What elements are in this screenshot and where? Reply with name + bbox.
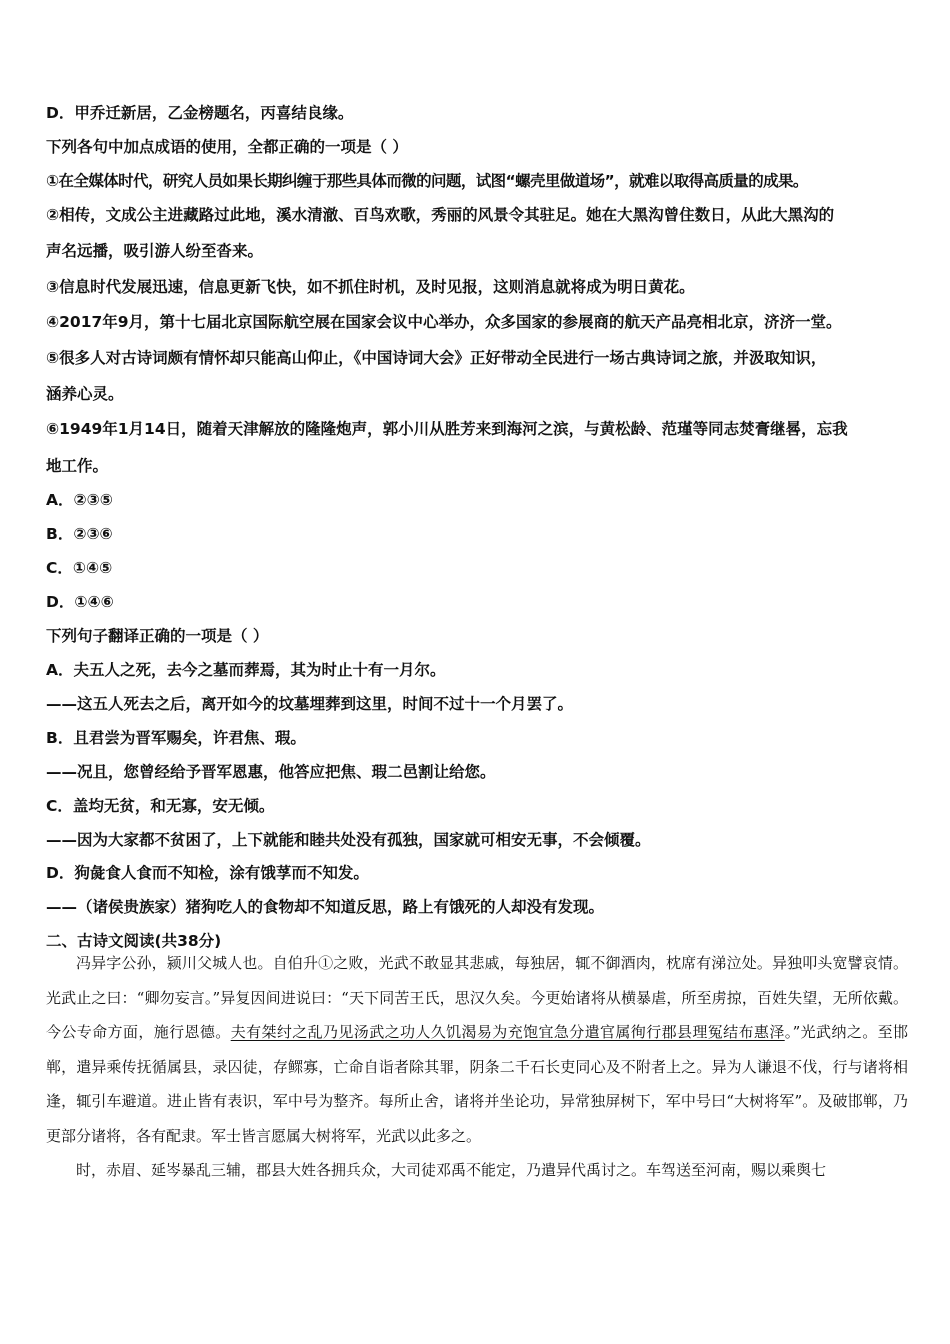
idiom-sentence-5-cont: 涵养心灵。 <box>46 385 124 403</box>
idiom-sentence-3: ③信息时代发展迅速，信息更新飞快，如不抓住时机，及时见报，这则消息就将成为明日黄花。 <box>46 278 695 296</box>
translate-option-c: C．盖均无贫，和无寡，安无倾。 <box>46 797 275 815</box>
idiom-option-b: B．②③⑥ <box>46 525 113 543</box>
passage-paragraph-2: 时，赤眉、延岑暴乱三辅，郡县大姓各拥兵众，大司徒邓禹不能定，乃遣异代禹讨之。车驾送至河南，赐以乘舆七 <box>76 1161 827 1179</box>
translate-option-d: D．狗彘食人食而不知检，涂有饿莩而不知发。 <box>46 864 369 882</box>
idiom-sentence-5: ⑤很多人对古诗词颇有情怀却只能高山仰止，《中国诗词大会》正好带动全民进行一场古典诗词之旅，并汲取知识， <box>46 349 827 367</box>
translate-question-stem: 下列句子翻译正确的一项是（ ） <box>46 627 269 645</box>
passage-paragraph-1 <box>46 946 908 1153</box>
idiom-question-stem: 下列各句中加点成语的使用，全都正确的一项是（ ） <box>46 138 408 156</box>
idiom-option-d: D．①④⑥ <box>46 593 114 611</box>
idiom-option-c: C．①④⑤ <box>46 559 113 577</box>
section-heading: 二、古诗文阅读(共38分) <box>46 932 222 950</box>
idiom-option-a: A．②③⑤ <box>46 491 113 509</box>
idiom-sentence-6: ⑥1949年1月14日，随着天津解放的隆隆炮声，郭小川从胜芳来到海河之滨，与黄松龄、范瑾等同志焚膏继晷，忘我 <box>46 420 848 438</box>
translate-option-c-translation: ——因为大家都不贫困了，上下就能和睦共处没有孤独，国家就可相安无事，不会倾覆。 <box>46 831 651 849</box>
translate-option-b: B．且君尝为晋军赐矣，许君焦、瑕。 <box>46 729 306 747</box>
idiom-sentence-4: ④2017年9月，第十七届北京国际航空展在国家会议中心举办，众多国家的参展商的航天产品亮相北京，济济一堂。 <box>46 313 842 331</box>
idiom-sentence-2: ②相传，文成公主进藏路过此地，溪水清澈、百鸟欢歌，秀丽的风景令其驻足。她在大黑沟曾住数日，从此大黑沟的 <box>46 206 835 224</box>
idiom-sentence-6-cont: 地工作。 <box>46 457 109 475</box>
passage-text: 冯异字公孙，颍川父城人也。自伯升①之败，光武不敢显其悲戚，每独居，辄不御酒肉，枕席有涕泣处。异独叩头宽譬哀情。光武止之曰：“卿勿妄言。”异复因间进说曰：“天下同苦王氏，思汉久矣。今更始诸将从横暴虐，所至虏掠，百姓失望，无所依戴。今公专命方面，施行恩德。 <box>46 954 908 1041</box>
passage-text: 。”光武纳之。至邯郸，遣异乘传抚循属县，录囚徒，存鳏寡，亡命自诣者除其罪，阴条二千石长吏同心及不附者上之。异为人谦退不伐，行与诸将相逢，辄引车避道。进止皆有表识，军中号为整齐。每所止舍，诸将并坐论功，异常独屏树下，军中号曰“大树将军”。及破邯郸，乃更部分诸将，各有配隶。军士皆言愿属大树将军，光武以此多之。 <box>46 1023 909 1145</box>
translate-option-a: A．夫五人之死，去今之墓而葬焉，其为时止十有一月尔。 <box>46 661 446 679</box>
idiom-sentence-2-cont: 声名远播，吸引游人纷至沓来。 <box>46 242 264 260</box>
translate-option-b-translation: ——况且，您曾经给予晋军恩惠，他答应把焦、瑕二邑割让给您。 <box>46 763 496 781</box>
translate-option-a-translation: ——这五人死去之后，离开如今的坟墓埋葬到这里，时间不过十一个月罢了。 <box>46 695 574 713</box>
translate-option-d-translation: ——（诸侯贵族家）猪狗吃人的食物却不知道反思，路上有饿死的人却没有发现。 <box>46 898 605 916</box>
underlined-sentence: 夫有桀纣之乱乃见汤武之功人久饥渴易为充饱宜急分遣官属徇行郡县理冤结布惠泽 <box>230 1023 785 1041</box>
prev-question-option-d: D．甲乔迁新居，乙金榜题名，丙喜结良缘。 <box>46 104 354 122</box>
classical-passage <box>46 946 908 1188</box>
idiom-sentence-1: ①在全媒体时代，研究人员如果长期纠缠于那些具体而微的问题，试图“螺壳里做道场”，就难以取得高质量的成果。 <box>46 172 808 190</box>
